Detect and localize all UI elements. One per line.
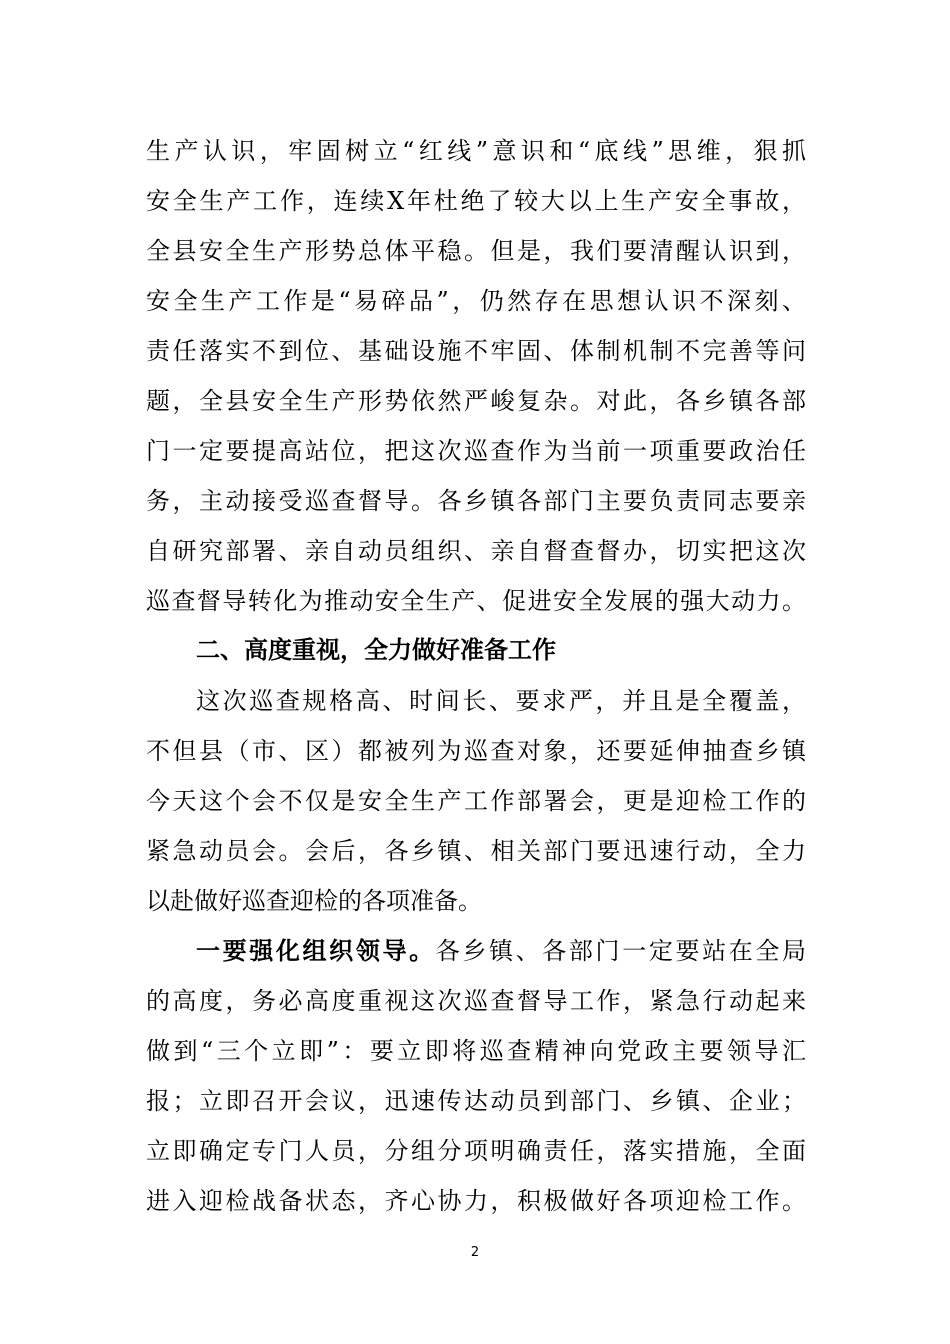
paragraph-line: 做到“三个立即”：要立即将巡查精神向党政主要领导汇 bbox=[146, 1037, 806, 1065]
paragraph-line: 自研究部署、亲自动员组织、亲自督查督办，切实把这次 bbox=[146, 537, 806, 565]
section-heading: 二、高度重视，全力做好准备工作 bbox=[196, 636, 556, 664]
paragraph-line: 全县安全生产形势总体平稳。但是，我们要清醒认识到， bbox=[146, 237, 806, 265]
paragraph-line: 的高度，务必高度重视这次巡查督导工作，紧急行动起来 bbox=[146, 987, 806, 1015]
paragraph-line: 不但县（市、区）都被列为巡查对象，还要延伸抽查乡镇 bbox=[146, 737, 806, 765]
paragraph-line: 立即确定专门人员，分组分项明确责任，落实措施，全面 bbox=[146, 1137, 806, 1165]
paragraph-text: 各乡镇、各部门一定要站在全局 bbox=[435, 937, 807, 965]
paragraph-line: 责任落实不到位、基础设施不牢固、体制机制不完善等问 bbox=[146, 337, 806, 365]
paragraph-line: 门一定要提高站位，把这次巡查作为当前一项重要政治任 bbox=[146, 437, 806, 465]
paragraph-line: 今天这个会不仅是安全生产工作部署会，更是迎检工作的 bbox=[146, 787, 806, 815]
page-number: 2 bbox=[470, 1245, 480, 1260]
paragraph-line bbox=[196, 931, 806, 971]
paragraph-line: 紧急动员会。会后，各乡镇、相关部门要迅速行动，全力 bbox=[146, 837, 806, 865]
paragraph-line: 题，全县安全生产形势依然严峻复杂。对此，各乡镇各部 bbox=[146, 387, 806, 415]
paragraph-line: 报；立即召开会议，迅速传达动员到部门、乡镇、企业； bbox=[146, 1087, 806, 1115]
paragraph-line: 以赴做好巡查迎检的各项准备。 bbox=[146, 887, 482, 915]
paragraph-line: 这次巡查规格高、时间长、要求严，并且是全覆盖， bbox=[196, 687, 806, 715]
paragraph-line: 巡查督导转化为推动安全生产、促进安全发展的强大动力。 bbox=[146, 587, 806, 615]
paragraph-line: 安全生产工作，连续X年杜绝了较大以上生产安全事故， bbox=[146, 187, 806, 215]
paragraph-line: 安全生产工作是“易碎品”，仍然存在思想认识不深刻、 bbox=[146, 287, 806, 315]
paragraph-line: 务，主动接受巡查督导。各乡镇各部门主要负责同志要亲 bbox=[146, 487, 806, 515]
paragraph-line: 进入迎检战备状态，齐心协力，积极做好各项迎检工作。 bbox=[146, 1187, 806, 1215]
paragraph-lead: 一要强化组织领导。 bbox=[196, 937, 436, 965]
paragraph-line: 生产认识，牢固树立“红线”意识和“底线”思维，狠抓 bbox=[146, 137, 806, 165]
